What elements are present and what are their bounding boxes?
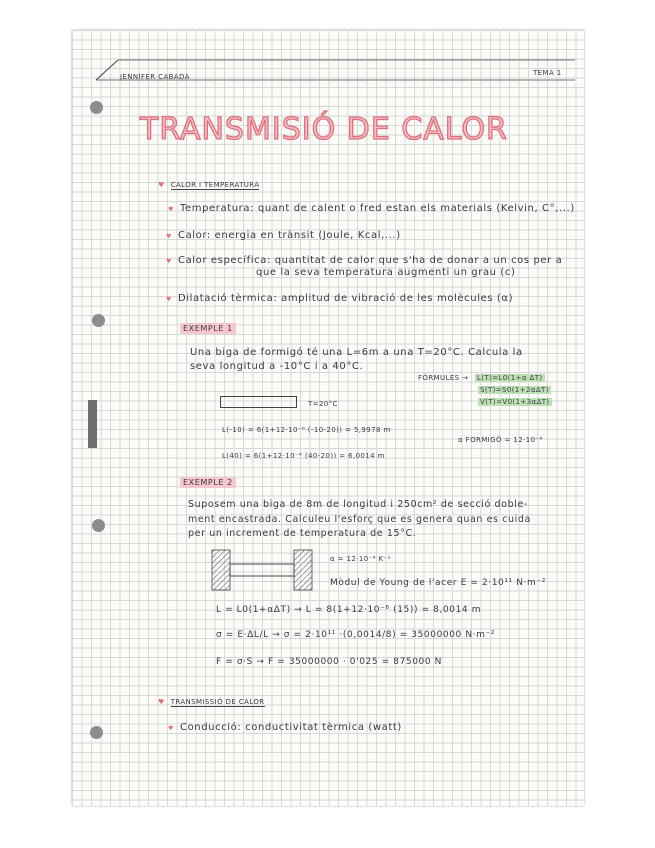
- bullet-icon: ♥: [166, 233, 172, 240]
- page-title: TRANSMISIÓ DE CALOR: [140, 112, 508, 147]
- beam-diagram: [220, 396, 297, 408]
- alpha-steel: α = 12·10⁻⁶ K⁻¹: [330, 555, 391, 563]
- section-heading-transmissio: [158, 698, 265, 706]
- formula-surface: [478, 386, 551, 394]
- formula-surface-text: S(T)=S0(1+2αΔT): [480, 386, 549, 394]
- note-heat: [166, 230, 401, 241]
- formula-length: [475, 374, 545, 382]
- note-heat-text: Calor: energia en trànsit (Joule, Kcal,...): [177, 230, 401, 241]
- bullet-icon: ♥: [168, 206, 174, 213]
- note-specific-heat: [166, 255, 562, 266]
- formulas-label: FÓRMULES →: [418, 374, 469, 382]
- example-1-statement-line1: Una biga de formigó té una L=6m a una T=20°C. Calcula la: [190, 347, 523, 358]
- bullet-icon: ♥: [158, 181, 165, 189]
- example-2-statement-line1: Suposem una biga de 8m de longitud i 250cm² de secció doble-: [188, 499, 528, 510]
- alpha-concrete-note: α FORMIGÓ = 12·10⁻⁶: [458, 436, 543, 444]
- example-1-label: EXEMPLE 1: [180, 323, 236, 334]
- example-2-label: EXEMPLE 2: [180, 477, 236, 488]
- example-2-statement-line3: per un increment de temperatura de 15°C.: [188, 528, 417, 539]
- young-modulus: Mòdul de Young de l'acer E = 2·10¹¹ N·m⁻²: [330, 578, 546, 588]
- bullet-icon: ♥: [158, 698, 165, 706]
- example-2-calc-3: F = σ·S → F = 35000000 · 0'025 = 875000 N: [216, 657, 443, 667]
- note-dilation-text: Dilatació tèrmica: amplitud de vibració de les molècules (α): [177, 293, 514, 304]
- formula-length-text: L(T)=L0(1+α ΔT): [477, 374, 543, 382]
- formula-volume-text: V(T)=V0(1+3αΔT): [480, 398, 550, 406]
- theme-label: TEMA 1: [533, 69, 562, 77]
- fixed-beam-diagram: [210, 548, 320, 592]
- note-specific-heat-line1: Calor específica: quantitat de calor que s'ha de donar a un cos per a: [177, 255, 563, 266]
- example-2-statement-line2: ment encastrada. Calculeu l'esforç que es genera quan es cuida: [188, 514, 531, 525]
- example-2-calc-2: σ = E·ΔL/L → σ = 2·10¹¹ ·(0,0014/8) = 35000000 N·m⁻²: [216, 630, 496, 640]
- example-2-calc-1: L = L0(1+αΔT) → L = 8(1+12·10⁻⁶ (15)) = 8,0014 m: [216, 605, 482, 615]
- note-specific-heat-line2: que la seva temperatura augmenti un grau (c): [256, 267, 516, 278]
- section-heading-calor-temperatura: [158, 181, 259, 189]
- note-conduction-text: Conducció: conductivitat tèrmica (watt): [179, 722, 402, 733]
- bullet-icon: ♥: [168, 725, 174, 732]
- example-1-calc-1: L(-10) = 6(1+12·10⁻⁶ (-10-20)) = 5,9978 m: [222, 426, 391, 434]
- example-1-statement-line2: seva longitud a -10°C i a 40°C.: [190, 361, 364, 372]
- bullet-icon: ♥: [166, 296, 172, 303]
- section-heading-text: TRANSMISSIÓ DE CALOR: [170, 698, 265, 706]
- note-conduction: [168, 722, 402, 733]
- beam-temperature: T=20°C: [308, 400, 338, 408]
- author-name: JENNIFER CABADA: [120, 73, 190, 81]
- example-1-calc-2: L(40) = 6(1+12·10⁻⁶ (40-20)) = 6,0014 m: [222, 452, 385, 460]
- formula-volume: [478, 398, 552, 406]
- note-temperature: [168, 203, 575, 214]
- note-temperature-text: Temperatura: quant de calent o fred estan els materials (Kelvin, C°,...): [179, 203, 575, 214]
- section-heading-text: CALOR I TEMPERATURA: [170, 181, 260, 189]
- bullet-icon: ♥: [166, 258, 172, 265]
- note-dilation: [166, 293, 513, 304]
